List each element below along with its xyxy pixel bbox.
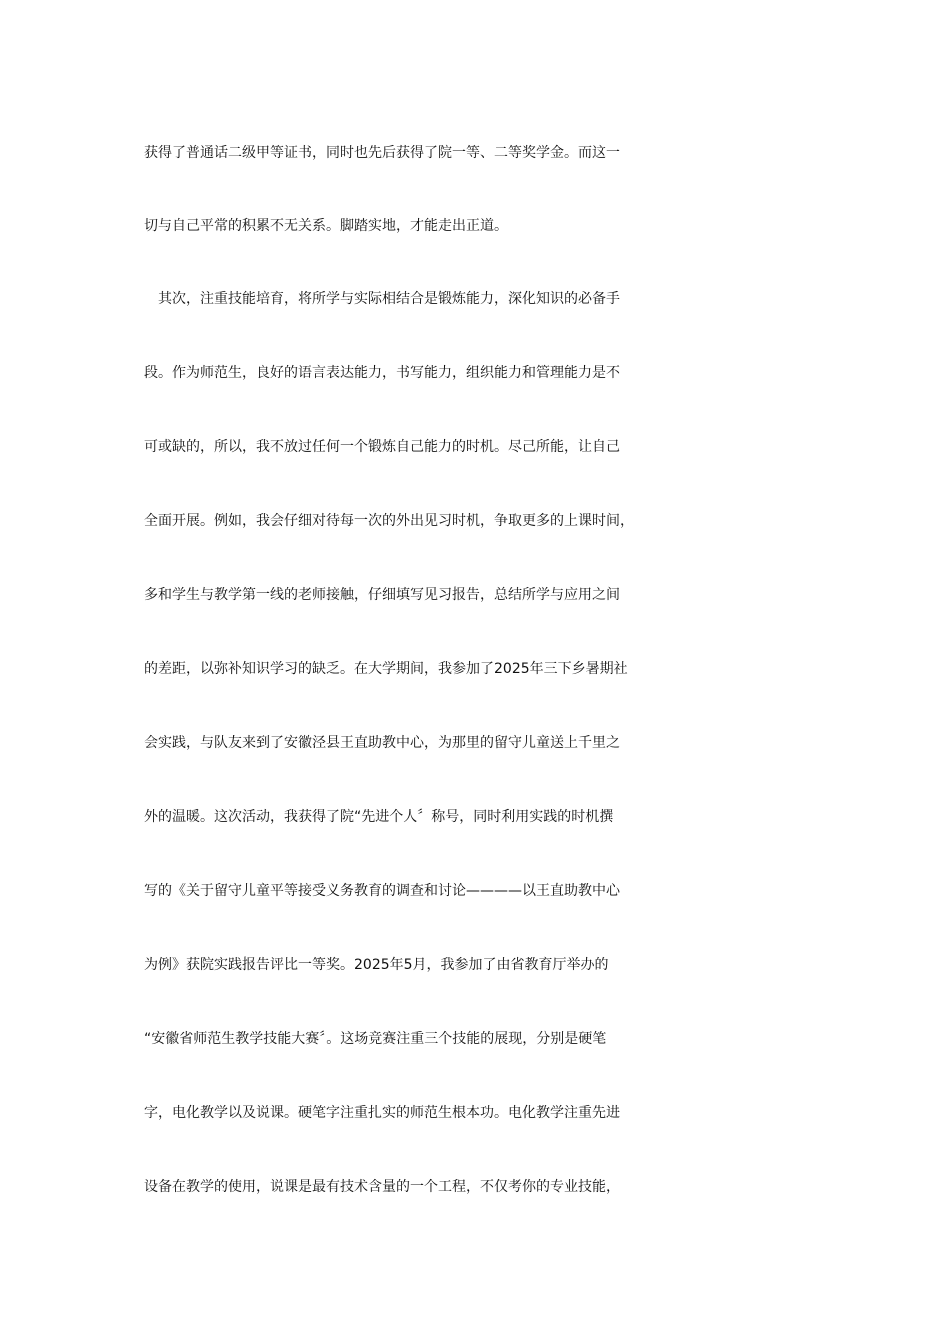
- text-line-3: 其次，注重技能培育，将所学与实际相结合是锻炼能力，深化知识的必备手: [144, 291, 620, 307]
- text-line-15: 设备在教学的使用，说课是最有技术含量的一个工程，不仅考你的专业技能，: [144, 1179, 620, 1195]
- text-line-9: 会实践，与队友来到了安徽泾县王直助教中心，为那里的留守儿童送上千里之: [144, 735, 620, 751]
- text-line-4: 段。作为师范生，良好的语言表达能力，书写能力，组织能力和管理能力是不: [144, 365, 620, 381]
- text-line-13: “安徽省师范生教学技能大赛〞。这场竞赛注重三个技能的展现，分别是硬笔: [144, 1031, 607, 1047]
- text-line-1: 获得了普通话二级甲等证书，同时也先后获得了院一等、二等奖学金。而这一: [144, 145, 620, 161]
- text-line-5: 可或缺的，所以，我不放过任何一个锻炼自己能力的时机。尽己所能，让自己: [144, 439, 620, 455]
- text-line-8: 的差距，以弥补知识学习的缺乏。在大学期间，我参加了2025年三下乡暑期社: [144, 661, 628, 677]
- text-line-12: 为例》获院实践报告评比一等奖。2025年5月，我参加了由省教育厅举办的: [144, 957, 609, 973]
- text-line-2: 切与自己平常的积累不无关系。脚踏实地，才能走出正道。: [144, 218, 508, 234]
- text-line-7: 多和学生与教学第一线的老师接触，仔细填写见习报告，总结所学与应用之间: [144, 587, 620, 603]
- text-line-11: 写的《关于留守儿童平等接受义务教育的调查和讨论————以王直助教中心: [144, 883, 620, 899]
- text-line-6: 全面开展。例如，我会仔细对待每一次的外出见习时机，争取更多的上课时间，: [144, 513, 634, 529]
- text-line-14: 字，电化教学以及说课。硬笔字注重扎实的师范生根本功。电化教学注重先进: [144, 1105, 620, 1121]
- text-line-10: 外的温暖。这次活动，我获得了院“先进个人〞称号，同时利用实践的时机撰: [144, 809, 614, 825]
